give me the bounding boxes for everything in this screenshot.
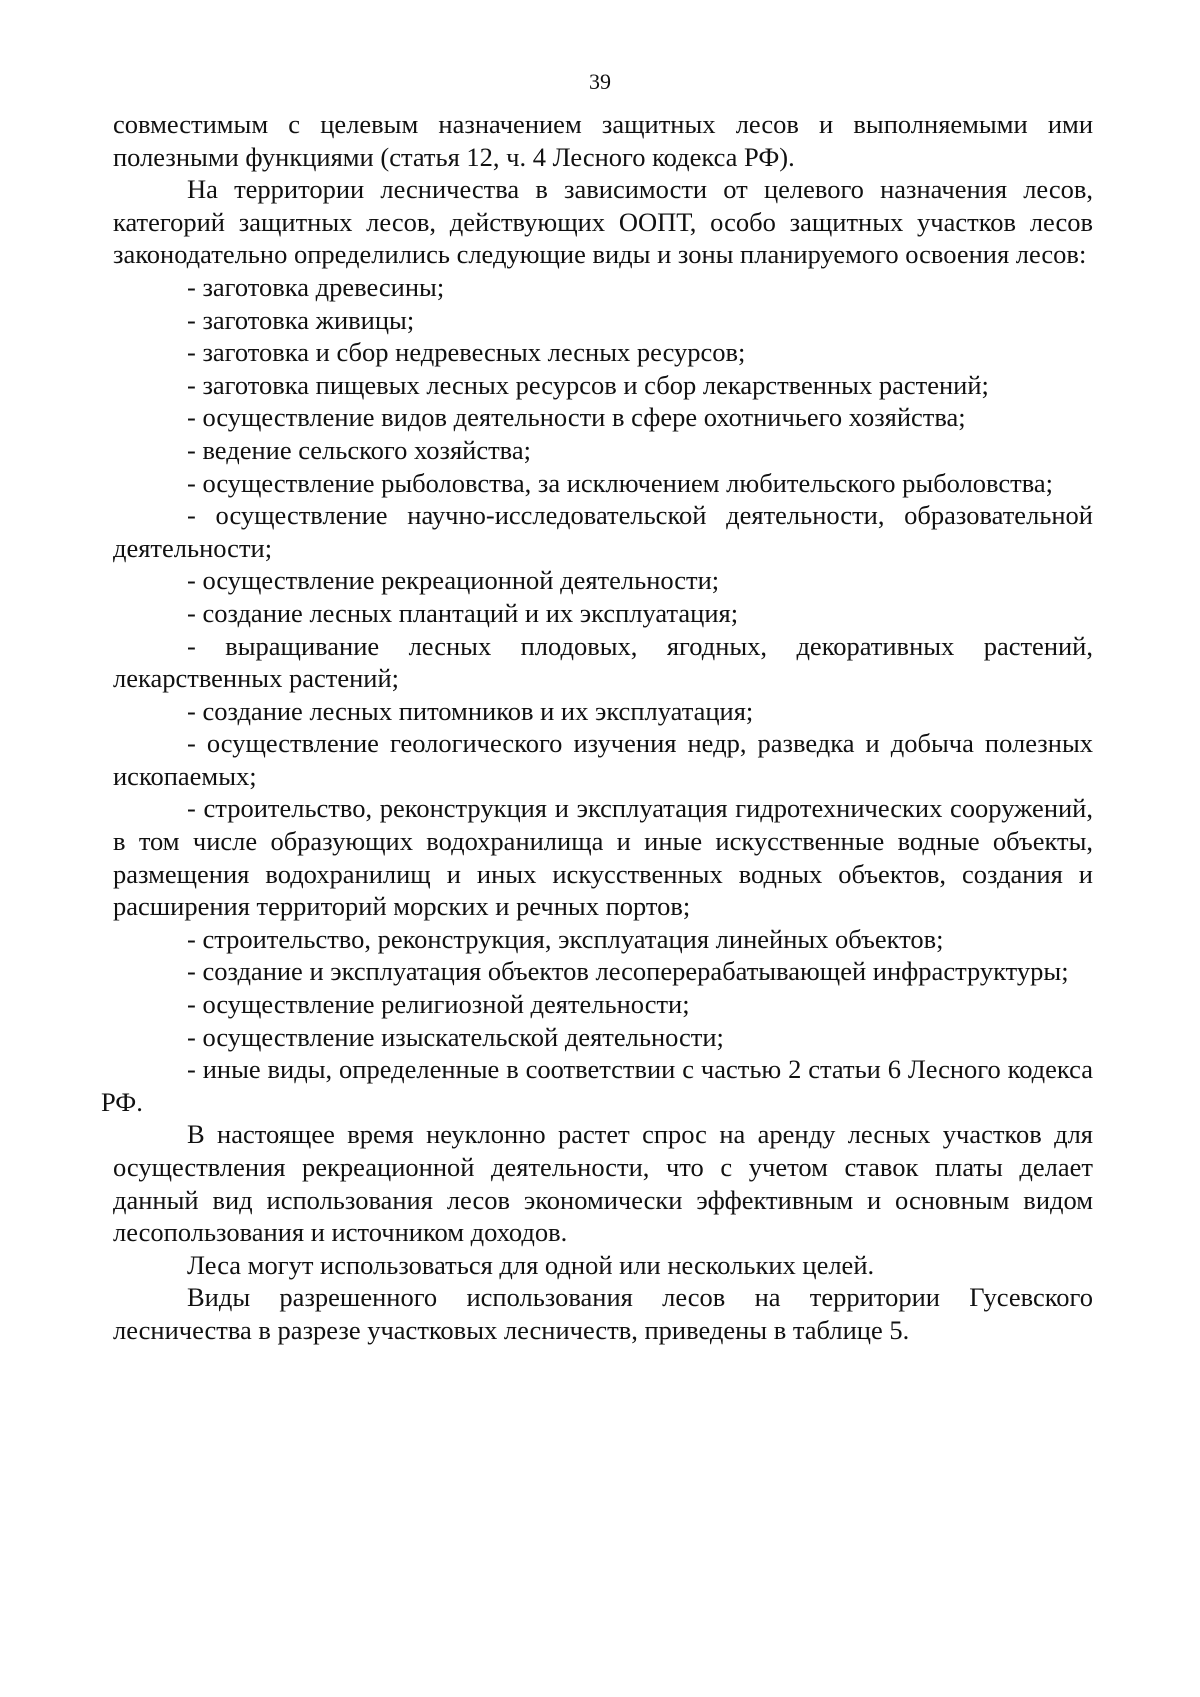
paragraph-continuation: совместимым с целевым назначением защитных лесов и выполняемыми ими полезными функциями (статья 12, ч. 4 Лесного кодекса РФ). <box>113 109 1093 172</box>
paragraph-rent: В настоящее время неуклонно растет спрос на аренду лесных участков для осуществления рекреационной деятельности, что с учетом ставок платы делает данный вид использования лесов экономически эффективным и основным видом лесопользования и источником доходов. <box>113 1119 1093 1248</box>
list-item: - осуществление рекреационной деятельности; <box>187 565 720 596</box>
list-item: - осуществление видов деятельности в сфере охотничьего хозяйства; <box>187 402 966 433</box>
list-item: - осуществление геологического изучения недр, разведка и добыча полезных ископаемых; <box>113 728 1093 791</box>
list-item: - строительство, реконструкция, эксплуатация линейных объектов; <box>187 923 944 954</box>
list-item: - осуществление религиозной деятельности; <box>187 989 690 1020</box>
paragraph-table-reference: Виды разрешенного использования лесов на территории Гусевского лесничества в разрезе участковых лесничеств, приведены в таблице 5. <box>113 1282 1093 1345</box>
list-item: - создание лесных питомников и их эксплуатация; <box>187 695 754 726</box>
paragraph-purposes: Леса могут использоваться для одной или нескольких целей. <box>187 1249 875 1280</box>
list-item: - иные виды, определенные в соответствии с частью 2 статьи 6 Лесного кодекса РФ. <box>101 1054 1093 1117</box>
list-item: - осуществление рыболовства, за исключением любительского рыболовства; <box>187 467 1054 498</box>
list-item: - осуществление научно-исследовательской деятельности, образовательной деятельности; <box>113 500 1093 563</box>
document-body <box>101 108 1093 1347</box>
list-item: - ведение сельского хозяйства; <box>187 434 531 465</box>
list-item: - осуществление изыскательской деятельности; <box>187 1021 724 1052</box>
list-item: - заготовка пищевых лесных ресурсов и сбор лекарственных растений; <box>187 369 989 400</box>
list-item: - создание и эксплуатация объектов лесоперерабатывающей инфраструктуры; <box>187 956 1069 987</box>
list-item: - выращивание лесных плодовых, ягодных, декоративных растений, лекарственных растений; <box>113 630 1093 694</box>
list-item: - заготовка и сбор недревесных лесных ресурсов; <box>187 337 746 368</box>
list-item: - заготовка живицы; <box>187 304 415 335</box>
page-number: 39 <box>589 69 611 94</box>
paragraph-intro: На территории лесничества в зависимости от целевого назначения лесов, категорий защитных лесов, действующих ООПТ, особо защитных участков лесов законодательно определились следующие виды и зоны планируемого освоения лесов: <box>113 174 1093 270</box>
list-item: - создание лесных плантаций и их эксплуатация; <box>187 597 739 628</box>
list-item: - заготовка древесины; <box>187 271 445 302</box>
list-item: - строительство, реконструкция и эксплуатация гидротехнических сооружений, в том числе образующих водохранилища и иные искусственные водные объекты, размещения водохранилищ и иных искусственных водных объектов, создания и расширения территорий морских и речных портов; <box>113 793 1093 922</box>
